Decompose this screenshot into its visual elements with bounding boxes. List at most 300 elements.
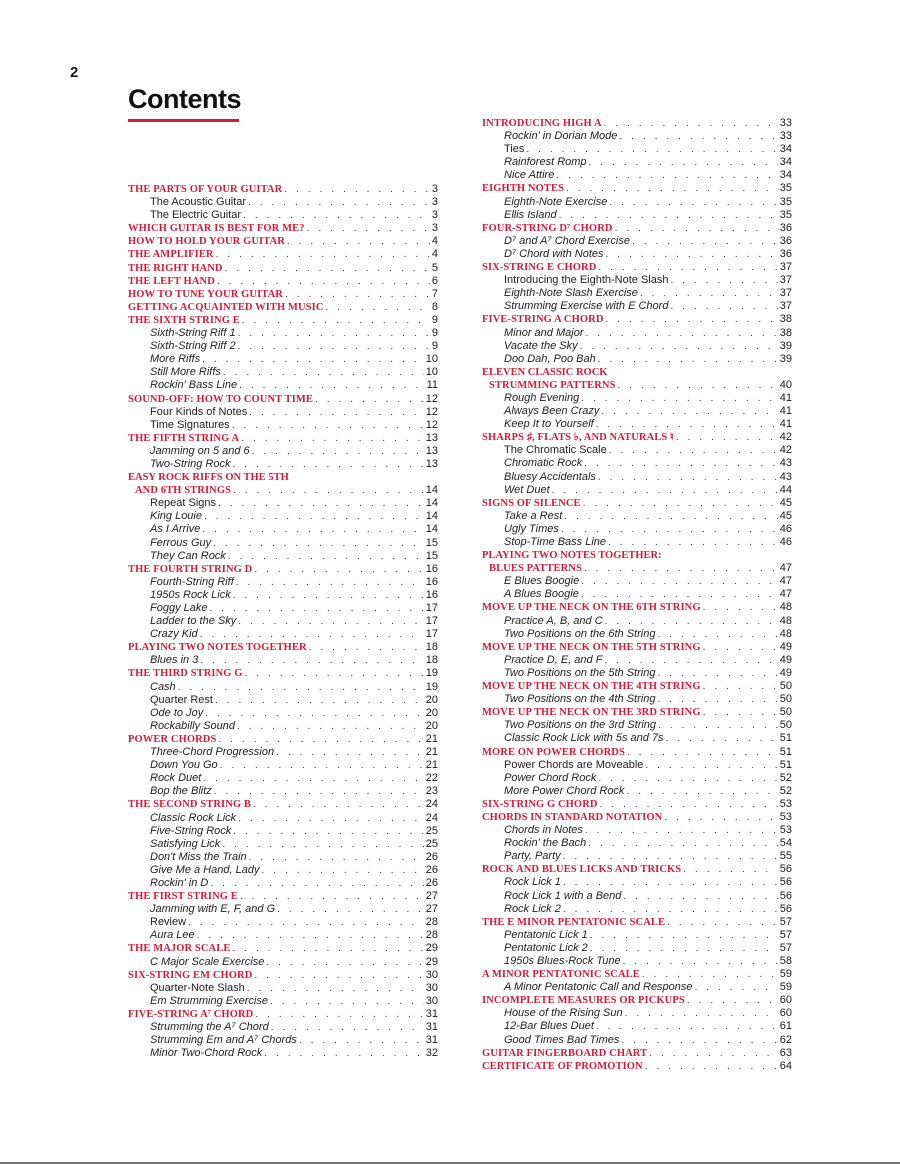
toc-subentry[interactable] [128,903,438,916]
toc-page-number: 35 [779,195,792,208]
toc-left-column [128,183,438,1060]
toc-subentry[interactable] [128,406,438,419]
toc-subentry[interactable] [128,851,438,864]
toc-section-heading[interactable] [128,275,438,288]
toc-page-number: 37 [779,287,792,300]
toc-entry-title: FOUR-STRING D⁷ CHORD [482,222,613,234]
toc-dot-leader [228,550,424,563]
toc-dot-leader [676,431,778,444]
toc-entry-title: SOUND-OFF: HOW TO COUNT TIME [128,393,314,405]
toc-subentry[interactable] [482,575,792,588]
toc-page-number: 37 [779,300,792,313]
toc-subentry[interactable] [128,510,438,523]
toc-subentry[interactable] [482,1034,792,1047]
toc-section-heading[interactable] [128,248,438,261]
toc-section-heading[interactable] [128,183,438,196]
toc-page-number: 46 [779,522,792,535]
toc-page-number: 57 [779,941,792,954]
toc-dot-leader [703,641,778,654]
toc-dot-leader [220,759,424,772]
toc-entry-title: HOW TO HOLD YOUR GUITAR [128,236,285,248]
toc-dot-leader [223,366,424,379]
toc-page-number: 13 [425,431,438,444]
toc-section-heading[interactable] [482,601,792,614]
toc-dot-leader [606,313,778,326]
toc-dot-leader [284,183,430,196]
toc-entry-title: Practice A, B, and C [504,614,603,627]
toc-subentry[interactable] [482,981,792,994]
toc-section-heading[interactable] [128,301,438,314]
toc-dot-leader [236,576,424,589]
toc-section-heading[interactable] [482,117,792,130]
toc-page-number: 18 [425,654,438,667]
toc-dot-leader [213,537,424,550]
toc-dot-leader [204,510,424,523]
toc-dot-leader [249,406,424,419]
toc-entry-title: Rock Duet [150,772,202,785]
toc-entry-title: 12-Bar Blues Duet [504,1020,594,1033]
toc-subentry[interactable] [128,196,438,209]
toc-subentry[interactable] [482,667,792,680]
toc-subentry[interactable] [128,1021,438,1034]
toc-subentry[interactable] [482,929,792,942]
toc-subentry[interactable] [128,916,438,929]
toc-section-heading[interactable] [128,484,438,497]
toc-dot-leader [581,575,778,588]
toc-subentry[interactable] [482,418,792,431]
toc-subentry[interactable] [482,732,792,745]
toc-section-heading[interactable]: PLAYING TWO NOTES TOGETHER: [482,550,662,562]
toc-entry-title: INTRODUCING HIGH A [482,118,602,129]
toc-subentry[interactable] [128,379,438,392]
toc-entry-title: MOVE UP THE NECK ON THE 4TH STRING [482,681,701,693]
toc-subentry[interactable] [482,209,792,222]
toc-subentry[interactable] [482,287,792,300]
toc-page-number: 35 [779,182,792,195]
toc-page-number: 33 [779,130,792,143]
toc-entry-title: Classic Rock Lick with 5s and 7s [504,732,664,745]
toc-subentry[interactable] [482,444,792,457]
toc-entry-title: Satisfying Lick [150,837,221,850]
toc-page-number: 53 [779,797,792,810]
toc-subentry[interactable] [128,628,438,641]
toc-page-number: 12 [425,418,438,431]
toc-page-number: 39 [779,352,792,365]
toc-dot-leader [240,890,424,903]
toc-subentry[interactable] [128,209,438,222]
toc-section-heading[interactable] [128,235,438,248]
toc-page-number: 49 [779,666,792,679]
toc-dot-leader [552,484,778,497]
toc-section-heading[interactable] [482,1047,792,1060]
toc-subentry[interactable] [482,327,792,340]
toc-subentry[interactable] [482,785,792,798]
toc-section-heading[interactable] [482,379,792,392]
toc-section-heading[interactable] [482,497,792,510]
toc-entry-title: Two Positions on the 5th String [504,666,656,679]
toc-entry-title: Two Positions on the 3rd String [504,719,657,732]
toc-subentry[interactable] [128,694,438,707]
toc-dot-leader [218,733,423,746]
toc-page-number: 31 [425,1021,438,1033]
toc-page-number: 36 [779,234,792,247]
toc-subentry[interactable] [128,877,438,890]
page-number: 2 [70,64,79,81]
toc-entry-title: GUITAR FINGERBOARD CHART [482,1047,648,1059]
toc-section-heading[interactable] [482,1060,792,1073]
toc-section-heading[interactable] [128,563,438,576]
toc-page-number: 56 [779,863,792,876]
toc-subentry[interactable] [128,353,438,366]
toc-entry-title: Power Chord Rock [504,771,597,784]
toc-dot-leader [589,156,778,169]
toc-page-number: 10 [425,353,438,366]
toc-subentry[interactable] [482,235,792,248]
toc-section-heading[interactable] [482,811,792,824]
toc-subentry[interactable] [482,169,792,182]
toc-entry-title: MOVE UP THE NECK ON THE 6TH STRING [482,602,701,614]
toc-subentry[interactable] [482,471,792,484]
toc-dot-leader [197,929,424,942]
toc-section-heading[interactable] [482,313,792,326]
toc-dot-leader [584,457,778,470]
toc-page-number: 60 [779,1007,792,1020]
toc-page-number: 20 [425,693,438,706]
toc-entry-title: MORE ON POWER CHORDS [482,746,625,758]
toc-subentry[interactable] [482,955,792,968]
toc-entry-title: THE FOURTH STRING D [128,563,253,575]
toc-subentry[interactable] [128,654,438,667]
toc-page-number: 27 [425,890,438,903]
toc-dot-leader [590,929,778,942]
toc-subentry[interactable] [128,720,438,733]
toc-section-heading[interactable] [482,968,792,981]
toc-subentry[interactable] [128,785,438,798]
toc-entry-title: King Louie [150,510,202,523]
toc-dot-leader [658,719,778,732]
toc-dot-leader [200,654,423,667]
toc-entry-title: Foggy Lake [150,602,208,614]
toc-page-number: 34 [779,143,792,156]
toc-entry-title: Jamming with E, F, and G [150,903,276,916]
toc-section-heading[interactable] [128,1008,438,1021]
toc-subentry[interactable] [482,824,792,837]
toc-page-number: 5 [431,261,438,274]
toc-subentry[interactable] [482,759,792,772]
toc-page-number: 20 [425,706,438,719]
toc-dot-leader [640,287,778,300]
toc-page-number: 28 [425,916,438,929]
toc-page-number: 23 [425,785,438,798]
toc-section-heading[interactable] [128,641,438,654]
toc-entry-title: Take a Rest [504,509,563,522]
toc-subentry[interactable] [482,693,792,706]
toc-entry-title: Two Positions on the 6th String [504,627,656,640]
toc-dot-leader [604,117,778,130]
toc-section-heading[interactable] [128,432,438,445]
toc-subentry[interactable] [128,746,438,759]
toc-page-number: 12 [425,392,438,405]
toc-dot-leader [564,510,777,523]
toc-subentry[interactable] [482,628,792,641]
toc-section-heading[interactable] [482,182,792,195]
toc-entry-title: Power Chords are Moveable [504,758,644,771]
toc-subentry[interactable] [482,654,792,667]
toc-entry-title: POWER CHORDS [128,733,217,745]
toc-page-number: 30 [425,981,438,994]
toc-section-heading[interactable]: EASY ROCK RIFFS ON THE 5TH [128,472,289,484]
toc-subentry[interactable] [128,589,438,602]
toc-page-number: 50 [779,693,792,706]
toc-dot-leader [561,523,778,536]
toc-subentry[interactable] [128,523,438,536]
toc-entry-title: THE FIFTH STRING A [128,432,240,444]
toc-section-heading[interactable] [482,863,792,876]
toc-subentry[interactable] [128,864,438,877]
toc-entry-title: Crazy Kid [150,628,198,641]
toc-section-heading[interactable] [128,667,438,680]
toc-subentry[interactable] [128,995,438,1008]
toc-entry-title: The Acoustic Guitar [150,196,246,209]
toc-page-number: 28 [425,929,438,942]
toc-subentry[interactable] [482,588,792,601]
toc-entry-title: Pentatonic Lick 2 [504,941,588,954]
toc-dot-leader [261,864,423,877]
toc-subentry[interactable] [128,956,438,969]
toc-section-heading[interactable] [482,261,792,274]
toc-entry-title: They Can Rock [150,549,226,562]
toc-page-number: 51 [779,745,792,758]
toc-subentry[interactable] [482,156,792,169]
toc-entry-title: FIVE-STRING A CHORD [482,314,604,326]
toc-dot-leader [598,353,778,366]
toc-subentry[interactable] [128,1034,438,1047]
toc-subentry[interactable] [482,340,792,353]
toc-section-heading[interactable] [482,746,792,759]
toc-section-heading[interactable] [482,916,792,929]
toc-entry-title: Blues in 3 [150,654,199,667]
toc-entry-title: Strumming Exercise with E Chord [504,300,669,313]
toc-subentry[interactable] [482,300,792,313]
toc-subentry[interactable] [482,457,792,470]
toc-subentry[interactable] [128,759,438,772]
toc-entry-title: Rockin' in D [150,876,209,889]
toc-entry-title: Don't Miss the Train [150,850,247,863]
toc-subentry[interactable] [482,536,792,549]
toc-page-number: 12 [425,405,438,418]
toc-subentry[interactable] [482,615,792,628]
toc-subentry[interactable] [128,497,438,510]
toc-entry-title: Cash [150,680,176,693]
toc-dot-leader [667,916,778,929]
toc-section-heading[interactable] [482,680,792,693]
toc-entry-title: Ties [504,143,525,156]
toc-subentry[interactable] [482,143,792,156]
toc-subentry[interactable] [482,274,792,287]
toc-dot-leader [563,903,778,916]
toc-subentry[interactable] [482,903,792,916]
toc-page-number: 8 [431,300,438,313]
toc-subentry[interactable] [128,772,438,785]
toc-entry-title: THE PARTS OF YOUR GUITAR [128,184,283,195]
toc-dot-leader [526,143,777,156]
toc-subentry[interactable] [482,392,792,405]
toc-page-number: 56 [779,889,792,902]
toc-entry-title: Nice Attire [504,169,555,182]
toc-page-number: 37 [779,274,792,287]
toc-subentry[interactable] [482,1007,792,1020]
toc-entry-title: THE AMPLIFIER [128,249,214,261]
toc-entry-title: INCOMPLETE MEASURES OR PICKUPS [482,995,685,1007]
toc-dot-leader [239,379,424,392]
toc-subentry[interactable] [482,353,792,366]
toc-subentry[interactable] [128,707,438,720]
toc-subentry[interactable] [482,1020,792,1033]
toc-dot-leader [215,694,424,707]
toc-section-heading[interactable] [482,641,792,654]
toc-page-number: 16 [425,562,438,575]
toc-subentry[interactable] [128,615,438,628]
toc-subentry[interactable] [482,876,792,889]
toc-subentry[interactable] [128,982,438,995]
toc-section-heading[interactable] [482,994,792,1007]
toc-subentry[interactable] [482,248,792,261]
toc-entry-title: Four Kinds of Notes [150,405,248,418]
toc-section-heading[interactable]: ELEVEN CLASSIC ROCK [482,366,608,378]
toc-entry-title: AND 6TH STRINGS [135,485,232,497]
toc-section-heading[interactable] [128,890,438,903]
toc-page-number: 27 [425,903,438,916]
toc-dot-leader [581,392,778,405]
toc-dot-leader [285,288,430,301]
toc-page-number: 44 [779,483,792,496]
toc-page-number: 31 [425,1007,438,1020]
toc-subentry[interactable] [482,772,792,785]
toc-page-number: 26 [425,876,438,889]
toc-subentry[interactable] [482,890,792,903]
toc-right-column [482,117,792,1073]
toc-page-number: 48 [779,627,792,640]
toc-subentry[interactable] [128,537,438,550]
toc-dot-leader [237,720,424,733]
toc-subentry[interactable] [128,681,438,694]
toc-subentry[interactable] [128,812,438,825]
toc-section-heading[interactable] [482,706,792,719]
toc-subentry[interactable] [482,196,792,209]
toc-subentry[interactable] [482,837,792,850]
toc-dot-leader [687,994,778,1007]
toc-subentry[interactable] [128,1047,438,1060]
toc-dot-leader [671,274,778,287]
toc-section-heading[interactable] [482,222,792,235]
toc-subentry[interactable] [128,550,438,563]
toc-page-number: 21 [425,759,438,772]
toc-subentry[interactable] [128,929,438,942]
toc-entry-title: Jamming on 5 and 6 [150,444,250,457]
toc-dot-leader [249,851,424,864]
toc-dot-leader [621,1034,777,1047]
toc-entry-title: Party, Party [504,850,561,863]
toc-section-heading[interactable] [128,942,438,955]
toc-section-heading[interactable] [482,562,792,575]
toc-subentry[interactable] [482,484,792,497]
toc-page-number: 32 [425,1047,438,1060]
toc-subentry[interactable] [482,523,792,536]
toc-section-heading[interactable] [128,288,438,301]
toc-dot-leader [604,654,777,667]
toc-subentry[interactable] [482,510,792,523]
toc-section-heading[interactable] [482,798,792,811]
toc-subentry[interactable] [482,405,792,418]
toc-section-heading[interactable] [128,314,438,327]
toc-section-heading[interactable] [128,969,438,982]
toc-page-number: 34 [779,169,792,182]
toc-section-heading[interactable] [128,393,438,406]
toc-subentry[interactable] [128,838,438,851]
toc-dot-leader [287,235,430,248]
toc-page-number: 29 [425,955,438,968]
toc-entry-title: Three-Chord Progression [150,746,275,759]
toc-subentry[interactable] [128,576,438,589]
toc-dot-leader [626,785,777,798]
toc-entry-title: Chords in Notes [504,824,583,837]
toc-entry-title: Vacate the Sky [504,339,578,352]
toc-section-heading[interactable] [128,222,438,235]
toc-subentry[interactable] [482,719,792,732]
toc-entry-title: Repeat Signs [150,497,217,510]
toc-dot-leader [178,681,424,694]
toc-page-number: 54 [779,837,792,850]
toc-entry-title: Bop the Blitz [150,785,212,798]
toc-page-number: 34 [779,156,792,169]
toc-page-number: 45 [779,496,792,509]
toc-entry-title: Quarter Rest [150,693,213,706]
toc-page-number: 50 [779,719,792,732]
toc-subentry[interactable] [128,419,438,432]
toc-page-number: 52 [779,784,792,797]
toc-page-number: 50 [779,680,792,693]
toc-subentry[interactable] [482,942,792,955]
toc-dot-leader [596,418,778,431]
toc-section-heading[interactable] [128,798,438,811]
toc-dot-leader [609,196,777,209]
toc-entry-title: More Power Chord Rock [504,784,625,797]
toc-subentry[interactable] [128,445,438,458]
toc-dot-leader [664,811,777,824]
toc-section-heading[interactable] [482,431,792,444]
toc-page-number: 17 [425,615,438,628]
toc-subentry[interactable] [128,602,438,615]
toc-entry-title: PLAYING TWO NOTES TOGETHER [128,642,307,654]
toc-section-heading[interactable] [128,733,438,746]
toc-subentry[interactable] [128,340,438,353]
toc-subentry[interactable] [482,130,792,143]
toc-subentry[interactable] [128,366,438,379]
toc-subentry[interactable] [128,327,438,340]
toc-entry-title: Sixth-String Riff 1 [150,327,236,340]
toc-entry-title: Quarter-Note Slash [150,981,245,994]
toc-dot-leader [585,824,778,837]
toc-dot-leader [276,746,424,759]
toc-page-number: 17 [425,628,438,641]
toc-subentry[interactable] [128,825,438,838]
toc-subentry[interactable] [482,850,792,863]
toc-page-number: 52 [779,771,792,784]
toc-page-number: 15 [425,536,438,549]
toc-page-number: 21 [425,732,438,745]
toc-section-heading[interactable] [128,262,438,275]
toc-subentry[interactable] [128,458,438,471]
